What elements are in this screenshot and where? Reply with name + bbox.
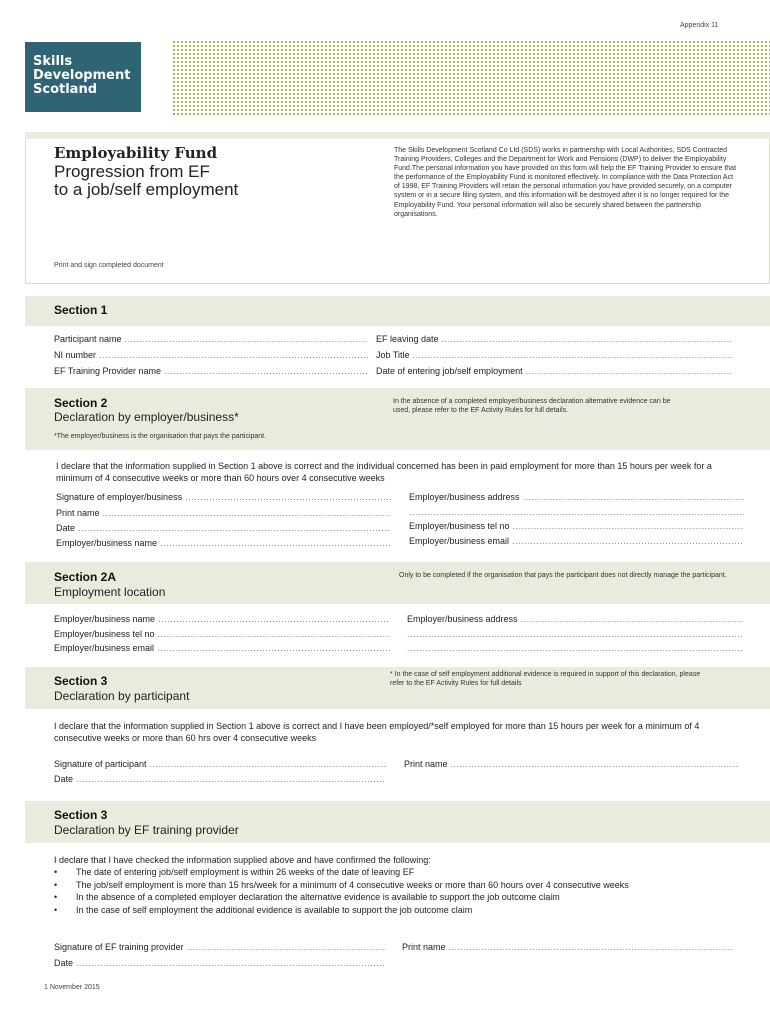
- participant-print-name-field[interactable]: Print name .....: [404, 759, 738, 769]
- employer-tel-field[interactable]: Employer/business tel no .....: [409, 521, 744, 531]
- section-2-heading: Section 2: [54, 396, 108, 410]
- employer-print-name-field[interactable]: Print name .....: [56, 508, 391, 518]
- participant-signature-field[interactable]: Signature of participant .....: [54, 759, 386, 769]
- document-subtitle-2: to a job/self employment: [54, 180, 239, 199]
- bullet-marker: •: [54, 904, 58, 915]
- date-entering-employment-field[interactable]: Date of entering job/self employment .....: [376, 366, 732, 376]
- section-2-subheading: Declaration by employer/business*: [54, 410, 239, 424]
- section-2a-note: Only to be completed if the organisation that pays the participant does not directly manage the participant.: [399, 572, 727, 579]
- participant-date-field[interactable]: Date .....: [54, 774, 386, 784]
- section-2a-heading: Section 2A: [54, 570, 117, 584]
- location-address-field[interactable]: Employer/business address .....: [407, 614, 742, 624]
- list-item: • In the absence of a completed employer declaration the alternative evidence is available to support the job outcome claim: [54, 892, 560, 902]
- location-business-name-field[interactable]: Employer/business name .....: [54, 614, 390, 624]
- employer-business-name-field[interactable]: Employer/business name .....: [56, 538, 391, 548]
- logo-line-2: Development: [33, 68, 131, 83]
- location-tel-field[interactable]: Employer/business tel no .....: [54, 629, 390, 639]
- dot-pattern: [172, 40, 770, 116]
- document-title: Employability Fund: [54, 144, 218, 162]
- privacy-statement: The Skills Development Scotland Co Ltd (SDS) works in partnership with Local Authorities, SDS Contracted Training Providers, Colleges and the Department for Work and Pensions (DWP) to deliver the Employability Fund.The personal information you have provided on this form will help the EF Training Provider to ensure that the performance of the Employability Fund is monitored effectively. In compliance with the Data Protection Act of 1998, EF Training Providers will retain the personal information you have provided securely, on a computer system or in a secure filing system, and this information will be destroyed after it is no longer required for the Employability Fund. Your personal information will also be securely shared between the partnership organisations.: [394, 147, 737, 218]
- section-2-footnote: *The employer/business is the organisation that pays the participant.: [54, 433, 267, 440]
- footer-date: 1 November 2015: [44, 984, 100, 991]
- provider-date-field[interactable]: Date .....: [54, 958, 386, 968]
- document-subtitle-1: Progression from EF: [54, 162, 210, 181]
- participant-name-field[interactable]: Participant name .....: [54, 334, 368, 344]
- list-item: • The job/self employment is more than 15 hrs/week for a minimum of 4 consecutive weeks or more than 60 hours over 4 consecutive weeks: [54, 879, 629, 890]
- location-address-line-2[interactable]: [407, 629, 742, 639]
- bullet-marker: •: [54, 879, 58, 890]
- section-3b-heading: Section 3: [54, 808, 108, 822]
- bullet-marker: •: [54, 867, 58, 877]
- employer-date-field[interactable]: Date .....: [56, 523, 391, 533]
- logo-line-3: Scotland: [33, 82, 98, 97]
- section-1-header: [25, 296, 770, 326]
- ef-training-provider-field[interactable]: EF Training Provider name .....: [54, 366, 368, 376]
- section-3b-subheading: Declaration by EF training provider: [54, 823, 239, 837]
- logo-line-1: Skills: [33, 54, 73, 69]
- list-item: • The date of entering job/self employment is within 26 weeks of the date of leaving EF: [54, 867, 415, 877]
- section-2-declaration: I declare that the information supplied in Section 1 above is correct and the individual concerned has been in paid employment for more than 15 hours per week for a minimum of 4 consecutive weeks or more than 60 hours over 4 consecutive weeks: [56, 461, 712, 483]
- ni-number-field[interactable]: NI number .....: [54, 350, 368, 360]
- provider-print-name-field[interactable]: Print name .....: [402, 942, 734, 952]
- employer-address-line-2[interactable]: [409, 507, 744, 517]
- job-title-field[interactable]: Job Title .....: [376, 350, 732, 360]
- section-3-declaration: I declare that the information supplied in Section 1 above is correct and I have been employed/*self employed for more than 15 hours per week for a minimum of 4 consecutive weeks or more than 60 hrs over 4 consecutive weeks: [54, 721, 700, 743]
- employer-signature-field[interactable]: Signature of employer/business .....: [56, 492, 391, 502]
- bullet-list: [54, 866, 754, 916]
- list-item: • In the case of self employment the additional evidence is available to support the job outcome claim: [54, 904, 473, 915]
- bullet-marker: •: [54, 892, 58, 902]
- location-email-field[interactable]: Employer/business email .....: [54, 643, 390, 653]
- print-instruction: Print and sign completed document: [54, 262, 164, 269]
- section-3-heading: Section 3: [54, 674, 108, 688]
- section-2a-subheading: Employment location: [54, 585, 166, 599]
- section-3b-intro: I declare that I have checked the information supplied above and have confirmed the following:: [54, 855, 431, 865]
- provider-signature-field[interactable]: Signature of EF training provider .....: [54, 942, 386, 952]
- section-1-heading: Section 1: [54, 303, 108, 317]
- appendix-label: Appendix 11: [680, 22, 719, 29]
- section-3-note: * In the case of self employment additional evidence is required in support of this declaration, please refer to the EF Activity Rules for full details: [390, 671, 701, 687]
- ef-leaving-date-field[interactable]: EF leaving date .....: [376, 334, 732, 344]
- section-2-note: In the absence of a completed employer/business declaration alternative evidence can be used, please refer to the EF Activity Rules for full details.: [393, 398, 671, 414]
- employer-email-field[interactable]: Employer/business email .....: [409, 536, 744, 546]
- section-3-subheading: Declaration by participant: [54, 689, 190, 703]
- location-address-line-3[interactable]: [407, 643, 742, 653]
- employer-address-field[interactable]: Employer/business address .....: [409, 492, 744, 502]
- title-box-bar: [25, 132, 770, 139]
- sds-logo: [25, 42, 141, 112]
